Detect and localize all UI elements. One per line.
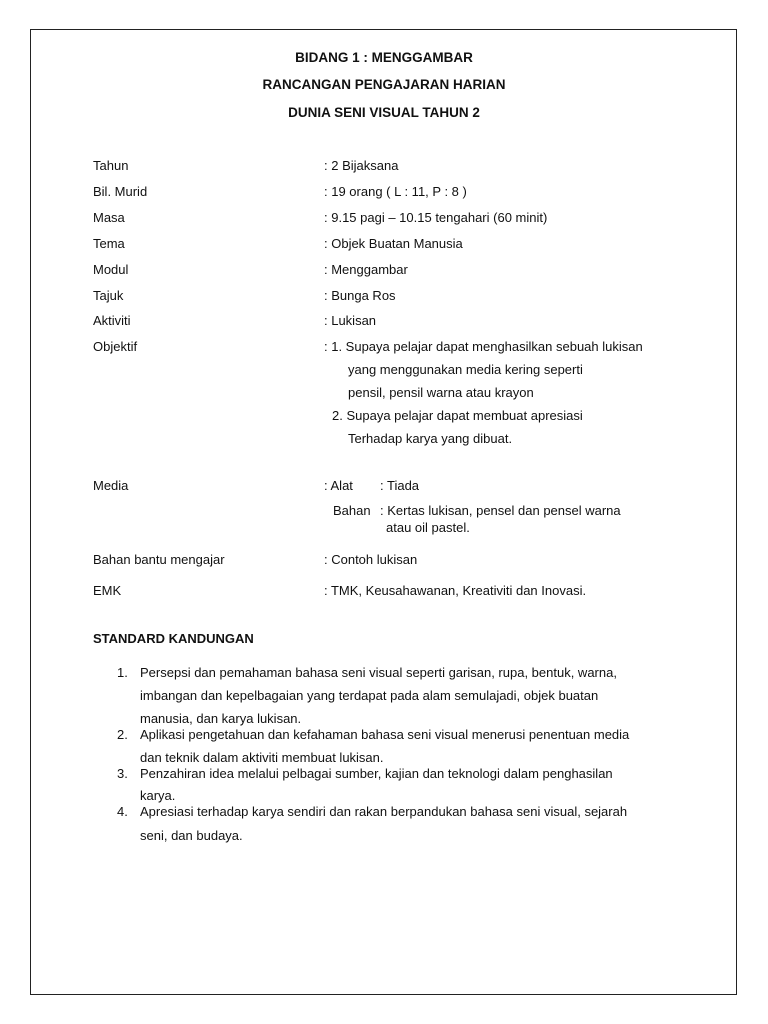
value-tajuk: : Bunga Ros	[324, 288, 396, 303]
value-aktiviti: : Lukisan	[324, 313, 377, 328]
standard-item-3-number: 3.	[117, 766, 128, 781]
objektif-line-4: 2. Supaya pelajar dapat membuat apresiasi	[332, 408, 583, 423]
standard-item-3-line-2: karya.	[140, 788, 176, 803]
value-bahan-bantu: : Contoh lukisan	[324, 552, 418, 567]
standard-item-1-line-1: Persepsi dan pemahaman bahasa seni visual seperti garisan, rupa, bentuk, warna,	[140, 665, 617, 680]
media-alat-label: : Alat	[324, 478, 353, 493]
label-tajuk: Tajuk	[93, 288, 124, 303]
objektif-line-3: pensil, pensil warna atau krayon	[348, 385, 534, 400]
header-subject: BIDANG 1 : MENGGAMBAR	[295, 50, 473, 65]
standard-item-2-line-1: Aplikasi pengetahuan dan kefahaman bahasa seni visual menerusi penentuan media	[140, 727, 630, 742]
standard-item-1-line-3: manusia, dan karya lukisan.	[140, 711, 302, 726]
media-bahan-label: Bahan	[333, 503, 371, 518]
standard-item-4-line-1: Apresiasi terhadap karya sendiri dan rakan berpandukan bahasa seni visual, sejarah	[140, 804, 628, 819]
standard-item-1-line-2: imbangan dan kepelbagaian yang terdapat pada alam semulajadi, objek buatan	[140, 688, 599, 703]
value-emk: : TMK, Keusahawanan, Kreativiti dan Inovasi.	[324, 583, 587, 598]
media-bahan-value-2: atau oil pastel.	[386, 520, 470, 535]
standard-item-2-number: 2.	[117, 727, 128, 742]
standard-item-4-line-2: seni, dan budaya.	[140, 828, 243, 843]
objektif-line-5: Terhadap karya yang dibuat.	[348, 431, 513, 446]
value-modul: : Menggambar	[324, 262, 408, 277]
value-bil-murid: : 19 orang ( L : 11, P : 8 )	[324, 184, 467, 199]
label-bil-murid: Bil. Murid	[93, 184, 148, 199]
objektif-line-1: : 1. Supaya pelajar dapat menghasilkan sebuah lukisan	[324, 339, 643, 354]
standard-kandungan-heading: STANDARD KANDUNGAN	[93, 631, 254, 646]
value-tema: : Objek Buatan Manusia	[324, 236, 463, 251]
label-bahan-bantu: Bahan bantu mengajar	[93, 552, 225, 567]
value-masa: : 9.15 pagi – 10.15 tengahari (60 minit)	[324, 210, 548, 225]
label-objektif: Objektif	[93, 339, 138, 354]
standard-item-4-number: 4.	[117, 804, 128, 819]
label-tahun: Tahun	[93, 158, 129, 173]
header-course: DUNIA SENI VISUAL TAHUN 2	[288, 105, 480, 120]
media-alat-value: : Tiada	[380, 478, 420, 493]
standard-item-1-number: 1.	[117, 665, 128, 680]
standard-item-2-line-2: dan teknik dalam aktiviti membuat lukisan.	[140, 750, 384, 765]
standard-item-3-line-1: Penzahiran idea melalui pelbagai sumber, kajian dan teknologi dalam penghasilan	[140, 766, 613, 781]
objektif-line-2: yang menggunakan media kering seperti	[348, 362, 583, 377]
header-plan-title: RANCANGAN PENGAJARAN HARIAN	[262, 77, 506, 92]
value-tahun: : 2 Bijaksana	[324, 158, 399, 173]
label-media: Media	[93, 478, 129, 493]
label-masa: Masa	[93, 210, 125, 225]
label-modul: Modul	[93, 262, 129, 277]
media-bahan-value-1: : Kertas lukisan, pensel dan pensel warna	[380, 503, 621, 518]
label-aktiviti: Aktiviti	[93, 313, 131, 328]
label-emk: EMK	[93, 583, 122, 598]
label-tema: Tema	[93, 236, 125, 251]
